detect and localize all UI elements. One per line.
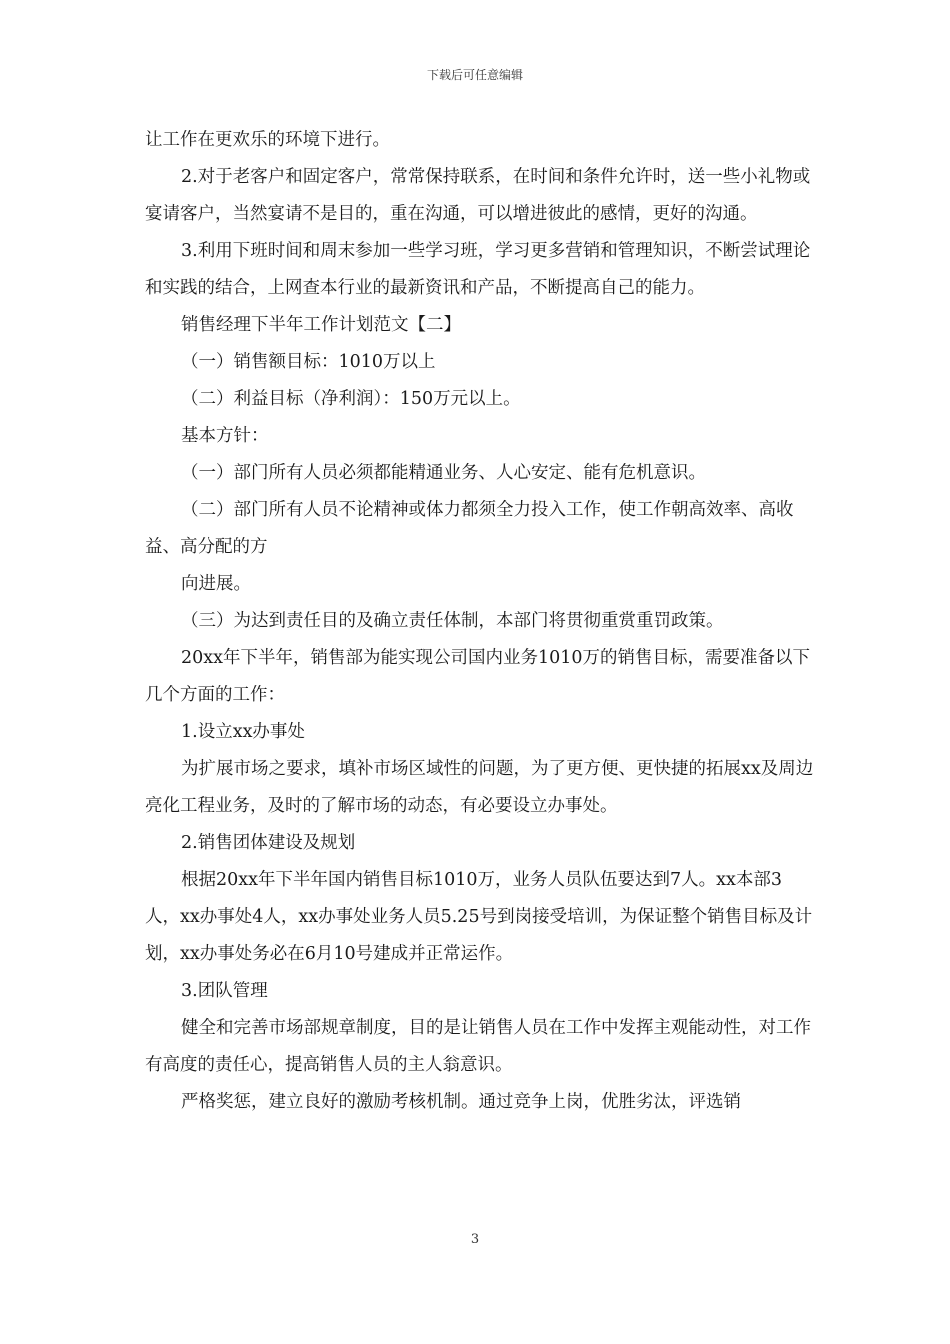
paragraph: 为扩展市场之要求，填补市场区域性的问题，为了更方便、更快捷的拓展xx及周边亮化工程业务，及时的了解市场的动态，有必要设立办事处。 bbox=[145, 759, 814, 816]
paragraph: 严格奖惩，建立良好的激励考核机制。通过竞争上岗，优胜劣汰，评选销 bbox=[181, 1092, 741, 1112]
paragraph: （一）部门所有人员必须都能精通业务、人心安定、能有危机意识。 bbox=[181, 463, 706, 483]
paragraph: 基本方针： bbox=[181, 426, 269, 446]
paragraph: 向进展。 bbox=[181, 574, 251, 594]
document-body bbox=[145, 122, 817, 1121]
subheading: 1.设立xx办事处 bbox=[181, 722, 305, 742]
paragraph: 3.利用下班时间和周末参加一些学习班，学习更多营销和管理知识，不断尝试理论和实践的结合，上网查本行业的最新资讯和产品，不断提高自己的能力。 bbox=[145, 241, 811, 298]
paragraph: （一）销售额目标：1010万以上 bbox=[181, 352, 436, 372]
paragraph: 让工作在更欢乐的环境下进行。 bbox=[145, 130, 390, 150]
subheading: 3.团队管理 bbox=[181, 981, 268, 1001]
page-header: 下载后可任意编辑 bbox=[426, 68, 523, 82]
paragraph: 20xx年下半年，销售部为能实现公司国内业务1010万的销售目标，需要准备以下几个方面的工作： bbox=[145, 648, 811, 705]
paragraph: （二）利益目标（净利润）：150万元以上。 bbox=[181, 389, 521, 409]
paragraph: 2.对于老客户和固定客户，常常保持联系，在时间和条件允许时，送一些小礼物或宴请客户，当然宴请不是目的，重在沟通，可以增进彼此的感情，更好的沟通。 bbox=[145, 167, 811, 224]
paragraph: 健全和完善市场部规章制度，目的是让销售人员在工作中发挥主观能动性，对工作有高度的责任心，提高销售人员的主人翁意识。 bbox=[145, 1018, 811, 1075]
paragraph: （三）为达到责任目的及确立责任体制，本部门将贯彻重赏重罚政策。 bbox=[181, 611, 724, 631]
section-title: 销售经理下半年工作计划范文【二】 bbox=[181, 315, 461, 335]
paragraph: （二）部门所有人员不论精神或体力都须全力投入工作，使工作朝高效率、高收益、高分配的方 bbox=[145, 500, 794, 557]
page-number: 3 bbox=[470, 1232, 480, 1247]
subheading: 2.销售团体建设及规划 bbox=[181, 833, 356, 853]
paragraph: 根据20xx年下半年国内销售目标1010万，业务人员队伍要达到7人。xx本部3人，xx办事处4人，xx办事处业务人员5.25号到岗接受培训，为保证整个销售目标及计划，xx办事处务必在6月10号建成并正常运作。 bbox=[145, 870, 813, 964]
